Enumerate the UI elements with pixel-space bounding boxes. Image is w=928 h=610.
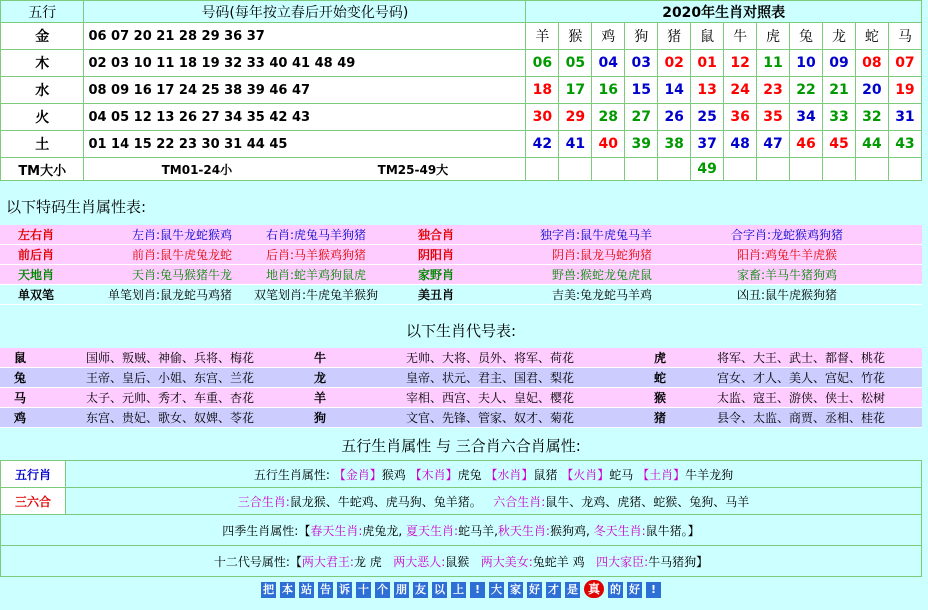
tm-empty (757, 158, 790, 181)
zodiac-number: 20 (855, 77, 888, 104)
zodiac-number: 06 (526, 50, 559, 77)
footer-char: 诉 (339, 583, 350, 596)
zodiac-number: 34 (790, 104, 823, 131)
attr-value: 吉美:兔龙蛇马羊鸡 (472, 285, 652, 305)
zodiac-number: 03 (625, 50, 658, 77)
zodiac-number: 05 (559, 50, 592, 77)
header-row (1, 1, 922, 23)
footer-char: ! (470, 582, 485, 598)
attr-value: 凶丑:鼠牛虎猴狗猪 (652, 285, 922, 305)
code-row (0, 348, 922, 368)
zodiac-head: 猴 (559, 23, 592, 50)
wuxing-key: 【金肖】 (333, 467, 382, 482)
zodiac-head: 蛇 (855, 23, 888, 50)
attr-value: 家畜:羊马牛猪狗鸡 (652, 265, 922, 285)
attr-value: 阳肖:鸡兔牛羊虎猴 (652, 245, 922, 265)
footer-char: ! (646, 582, 661, 598)
season-suffix: 】 (687, 523, 700, 538)
element-row (1, 23, 922, 50)
code-animal: 鸡 (0, 408, 40, 428)
wuxing-key: 【土肖】 (637, 467, 686, 482)
zodiac-number: 31 (888, 104, 921, 131)
attr-row (0, 265, 922, 285)
zodiac-number: 23 (757, 77, 790, 104)
tm-extra-number: 49 (691, 158, 724, 181)
code-animal: 虎 (640, 348, 680, 368)
zodiac-number: 13 (691, 77, 724, 104)
attr-label: 独合肖 (400, 225, 472, 245)
season-prefix: 四季生肖属性:【 (222, 523, 311, 538)
zodiac-number: 24 (724, 77, 757, 104)
season-val: 猴狗鸡, (549, 523, 590, 538)
season-content (1, 515, 922, 546)
attr-label: 前后肖 (0, 245, 72, 265)
wuxing-val: 虎兔 (457, 467, 482, 482)
code-text: 皇帝、状元、君主、国君、梨花 (340, 368, 640, 388)
element-name: 金 (1, 23, 84, 50)
tm-empty (658, 158, 691, 181)
zodiac-number: 25 (691, 104, 724, 131)
liuhe-prefix: 六合生肖: (493, 494, 546, 509)
attr-value: 阴肖:鼠龙马蛇狗猪 (472, 245, 652, 265)
code-animal: 鼠 (0, 348, 40, 368)
attr-table (0, 225, 922, 305)
footer-char: 是 (567, 583, 578, 596)
zodiac-number: 35 (757, 104, 790, 131)
wuxing-key: 【火肖】 (561, 467, 610, 482)
footer-char: 朋 (396, 583, 407, 596)
code-animal: 龙 (300, 368, 340, 388)
footer-char: 好 (629, 583, 640, 596)
element-row (1, 104, 922, 131)
twelve-prefix: 十二代号属性:【 (213, 554, 302, 569)
element-numbers: 04 05 12 13 26 27 34 35 42 43 (84, 104, 526, 131)
zodiac-head: 虎 (757, 23, 790, 50)
code-text: 宰相、西宫、夫人、皇妃、樱花 (340, 388, 640, 408)
header-numbers: 号码(每年按立春后开始变化号码) (84, 1, 526, 23)
attr-label: 阴阳肖 (400, 245, 472, 265)
heart-icon: 真 (584, 580, 604, 598)
tm-empty (592, 158, 625, 181)
zodiac-number: 39 (625, 131, 658, 158)
code-text: 东宫、贵妃、歌女、奴婢、苓花 (40, 408, 300, 428)
attr-row (0, 245, 922, 265)
footer-char: 才 (548, 583, 559, 596)
attr-value: 天肖:兔马猴猪牛龙 (72, 265, 232, 285)
code-row (0, 388, 922, 408)
attr-value: 双笔划肖:牛虎兔羊猴狗 (232, 285, 400, 305)
attr-value: 前肖:鼠牛虎兔龙蛇 (72, 245, 232, 265)
attr-label: 左右肖 (0, 225, 72, 245)
zodiac-number: 41 (559, 131, 592, 158)
footer-banner (0, 580, 922, 598)
element-numbers: 06 07 20 21 28 29 36 37 (84, 23, 526, 50)
zodiac-number: 30 (526, 104, 559, 131)
zodiac-head: 兔 (790, 23, 823, 50)
tm-empty (822, 158, 855, 181)
attr-row (0, 225, 922, 245)
footer-char: 站 (301, 583, 312, 596)
zodiac-head: 牛 (724, 23, 757, 50)
code-text: 宫女、才人、美人、宫妃、竹花 (680, 368, 922, 388)
footer-char: 上 (453, 583, 464, 596)
season-val: 鼠牛猪。 (645, 523, 688, 538)
zodiac-number: 29 (559, 104, 592, 131)
twelve-content (1, 546, 922, 577)
tm-empty (559, 158, 592, 181)
attr-value: 单笔划肖:鼠龙蛇马鸡猪 (72, 285, 232, 305)
wuxing-val: 鼠猪 (533, 467, 558, 482)
footer-char: 的 (610, 583, 621, 596)
twelve-key: 两大君王: (301, 554, 354, 569)
codes-table (0, 348, 922, 428)
code-text: 将军、大王、武士、都督、桃花 (680, 348, 922, 368)
season-key: 秋天生肖: (497, 523, 550, 538)
zodiac-number: 09 (822, 50, 855, 77)
zodiac-number: 04 (592, 50, 625, 77)
code-animal: 马 (0, 388, 40, 408)
element-name: 土 (1, 131, 84, 158)
zodiac-number: 33 (822, 104, 855, 131)
attr-label: 家野肖 (400, 265, 472, 285)
element-numbers: 01 14 15 22 23 30 31 44 45 (84, 131, 526, 158)
code-animal: 牛 (300, 348, 340, 368)
footer-char: 告 (320, 583, 331, 596)
element-name: 木 (1, 50, 84, 77)
wuxing-val: 牛羊龙狗 (685, 467, 734, 482)
element-name: 火 (1, 104, 84, 131)
attr-value: 野兽:猴蛇龙兔虎鼠 (472, 265, 652, 285)
attr-value: 后肖:马羊猴鸡狗猪 (232, 245, 400, 265)
tm-big: TM25-49大 (377, 162, 449, 177)
season-key: 春天生肖: (310, 523, 363, 538)
element-numbers: 02 03 10 11 18 19 32 33 40 41 48 49 (84, 50, 526, 77)
zodiac-number: 36 (724, 104, 757, 131)
zodiac-number: 38 (658, 131, 691, 158)
code-row (0, 368, 922, 388)
zodiac-head: 龙 (822, 23, 855, 50)
zodiac-number: 15 (625, 77, 658, 104)
zodiac-number: 02 (658, 50, 691, 77)
season-val: 蛇马羊, (458, 523, 498, 538)
twelve-val: 兔蛇羊 鸡 (532, 554, 585, 569)
zodiac-number: 43 (888, 131, 921, 158)
section-title-attr: 以下特码生肖属性表: (6, 198, 147, 216)
season-row (1, 515, 922, 546)
footer-char: 个 (377, 583, 388, 596)
season-key: 冬天生肖: (593, 523, 646, 538)
season-key: 夏天生肖: (406, 523, 459, 538)
element-row (1, 131, 922, 158)
wuxing-label: 五行肖 (1, 461, 66, 488)
zodiac-number: 11 (757, 50, 790, 77)
zodiac-number: 01 (691, 50, 724, 77)
header-year-title: 2020年生肖对照表 (526, 1, 922, 23)
zodiac-number: 45 (822, 131, 855, 158)
footer-char: 把 (263, 583, 274, 596)
attr-label: 美丑肖 (400, 285, 472, 305)
code-text: 文官、先锋、管家、奴才、菊花 (340, 408, 640, 428)
twelve-key: 四大家臣: (596, 554, 649, 569)
code-animal: 狗 (300, 408, 340, 428)
twelve-key: 两大美女: (480, 554, 533, 569)
footer-char: 本 (282, 583, 293, 596)
twelve-val: 龙 虎 (353, 554, 382, 569)
season-val: 虎兔龙, (362, 523, 403, 538)
attr-label: 天地肖 (0, 265, 72, 285)
element-name: 水 (1, 77, 84, 104)
zodiac-number: 40 (592, 131, 625, 158)
zodiac-number: 21 (822, 77, 855, 104)
sanliu-row (1, 488, 922, 515)
footer-char: 好 (529, 583, 540, 596)
zodiac-head: 马 (888, 23, 921, 50)
twelve-key: 两大恶人: (393, 554, 446, 569)
wuxing-key: 【木肖】 (409, 467, 458, 482)
zodiac-table (0, 0, 922, 181)
sanhe-value: 鼠龙猴、牛蛇鸡、虎马狗、兔羊猪。 (289, 494, 482, 509)
zodiac-number: 48 (724, 131, 757, 158)
tm-row (1, 158, 922, 181)
attr-label: 单双笔 (0, 285, 72, 305)
attr-value: 地肖:蛇羊鸡狗鼠虎 (232, 265, 400, 285)
code-text: 县令、太监、商贾、丞相、桂花 (680, 408, 922, 428)
tm-empty (625, 158, 658, 181)
code-animal: 猴 (640, 388, 680, 408)
element-row (1, 77, 922, 104)
zodiac-number: 46 (790, 131, 823, 158)
twelve-row (1, 546, 922, 577)
zodiac-number: 28 (592, 104, 625, 131)
zodiac-number: 42 (526, 131, 559, 158)
code-text: 太监、寇王、游侠、侠士、松树 (680, 388, 922, 408)
code-text: 无帅、大将、员外、将军、荷花 (340, 348, 640, 368)
zodiac-number: 16 (592, 77, 625, 104)
zodiac-number: 32 (855, 104, 888, 131)
tm-range-cell (84, 158, 526, 181)
attr-value: 右肖:虎兔马羊狗猪 (232, 225, 400, 245)
zodiac-number: 47 (757, 131, 790, 158)
liuhe-value: 鼠牛、龙鸡、虎猪、蛇猴、兔狗、马羊 (545, 494, 750, 509)
footer-char: 大 (491, 583, 502, 596)
element-numbers: 08 09 16 17 24 25 38 39 46 47 (84, 77, 526, 104)
zodiac-head: 狗 (625, 23, 658, 50)
wuxing-key: 【水肖】 (485, 467, 534, 482)
sanhe-prefix: 三合生肖: (237, 494, 290, 509)
footer-char: 以 (434, 583, 445, 596)
code-animal: 猪 (640, 408, 680, 428)
wuxing-val: 蛇马 (609, 467, 634, 482)
zodiac-head: 鼠 (691, 23, 724, 50)
zodiac-number: 44 (855, 131, 888, 158)
zodiac-number: 26 (658, 104, 691, 131)
code-text: 王帝、皇后、小姐、东宫、兰花 (40, 368, 300, 388)
zodiac-number: 22 (790, 77, 823, 104)
code-animal: 蛇 (640, 368, 680, 388)
header-element: 五行 (1, 1, 84, 23)
zodiac-number: 17 (559, 77, 592, 104)
zodiac-head: 猪 (658, 23, 691, 50)
tm-empty (855, 158, 888, 181)
code-row (0, 408, 922, 428)
twelve-val: 鼠猴 (445, 554, 470, 569)
zodiac-number: 10 (790, 50, 823, 77)
element-row (1, 50, 922, 77)
attr-value: 独字肖:鼠牛虎兔马羊 (472, 225, 652, 245)
code-animal: 兔 (0, 368, 40, 388)
tm-empty (790, 158, 823, 181)
sanliu-label: 三六合 (1, 488, 66, 515)
wuxing-content (66, 461, 922, 488)
footer-char: 十 (358, 583, 369, 596)
tm-empty (724, 158, 757, 181)
wuxing-val: 猴鸡 (381, 467, 406, 482)
footer-char: 家 (510, 583, 521, 596)
code-animal: 羊 (300, 388, 340, 408)
attr-value: 合字肖:龙蛇猴鸡狗猪 (652, 225, 922, 245)
section-title-wuxing: 五行生肖属性 与 三合肖六合肖属性: (341, 437, 581, 455)
attr-value: 左肖:鼠牛龙蛇猴鸡 (72, 225, 232, 245)
twelve-val: 牛马猪狗】 (648, 554, 709, 569)
tm-label: TM大小 (1, 158, 84, 181)
wuxing-row (1, 461, 922, 488)
zodiac-head: 鸡 (592, 23, 625, 50)
zodiac-number: 37 (691, 131, 724, 158)
tm-empty (526, 158, 559, 181)
tm-small: TM01-24小 (161, 162, 233, 177)
zodiac-number: 18 (526, 77, 559, 104)
zodiac-number: 12 (724, 50, 757, 77)
wuxing-prefix: 五行生肖属性: (253, 467, 330, 482)
zodiac-head: 羊 (526, 23, 559, 50)
zodiac-number: 19 (888, 77, 921, 104)
zodiac-number: 27 (625, 104, 658, 131)
tm-empty (888, 158, 921, 181)
zodiac-number: 07 (888, 50, 921, 77)
section-title-codes: 以下生肖代号表: (405, 322, 517, 340)
sanliu-content (66, 488, 922, 515)
code-text: 太子、元帅、秀才、车重、杏花 (40, 388, 300, 408)
wuxing-table (0, 460, 922, 577)
zodiac-number: 14 (658, 77, 691, 104)
code-text: 国师、叛贼、神偷、兵将、梅花 (40, 348, 300, 368)
footer-char: 友 (415, 583, 426, 596)
attr-row (0, 285, 922, 305)
zodiac-number: 08 (855, 50, 888, 77)
